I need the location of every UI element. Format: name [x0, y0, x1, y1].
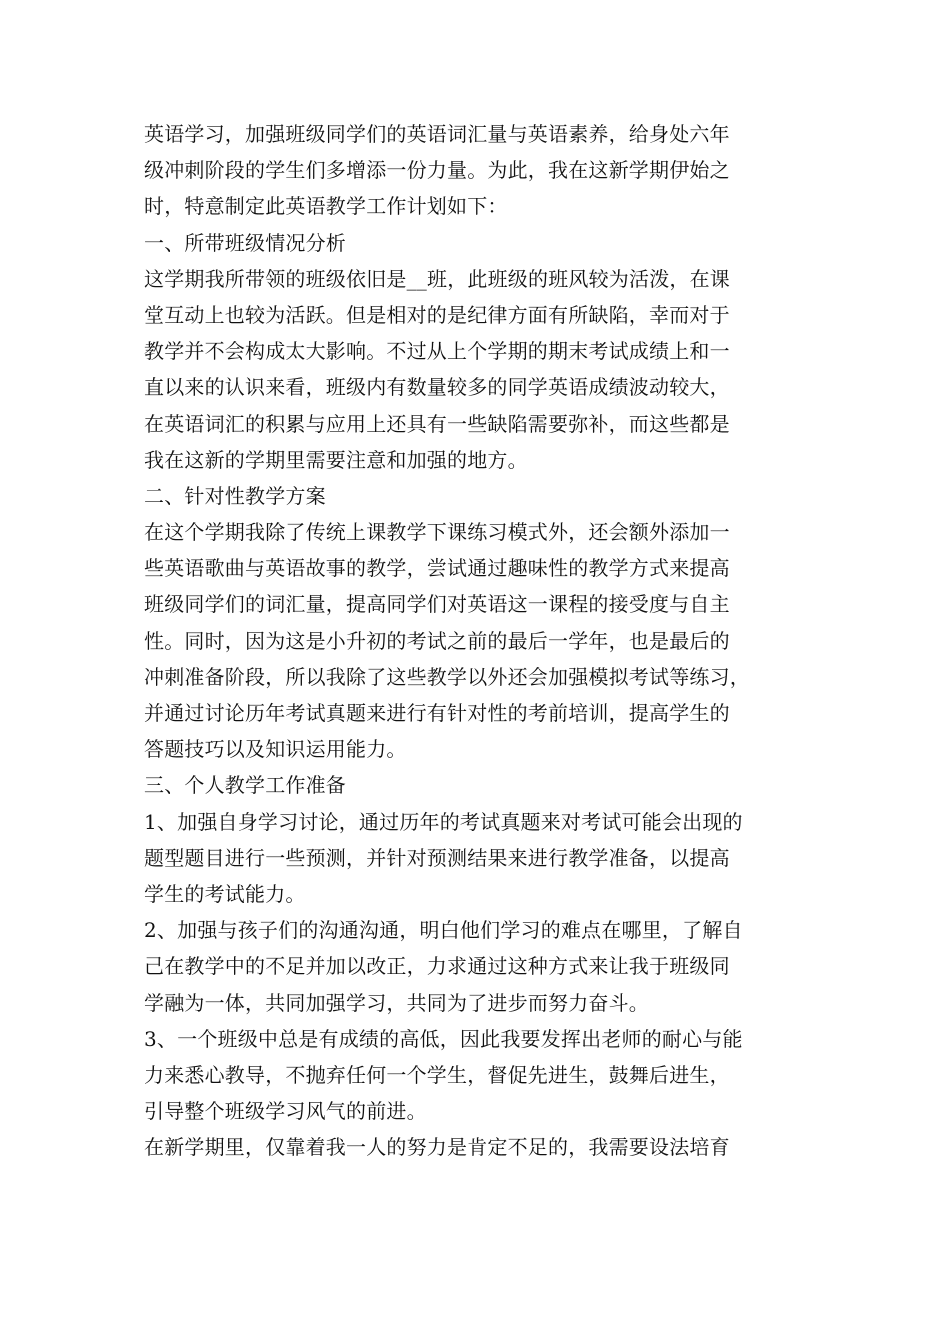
text-line: 力来悉心教导，不抛弃任何一个学生，督促先进生，鼓舞后进生，: [144, 1062, 730, 1087]
list-item-1: 1、加强自身学习讨论，通过历年的考试真题来对考试可能会出现的: [144, 809, 743, 834]
text-line: 学融为一体，共同加强学习，共同为了进步而努力奋斗。: [144, 990, 649, 1015]
list-item-3: 3、一个班级中总是有成绩的高低，因此我要发挥出老师的耐心与能: [144, 1026, 743, 1051]
text-line: 己在教学中的不足并加以改正，力求通过这种方式来让我于班级同: [144, 954, 730, 979]
list-item-2: 2、加强与孩子们的沟通沟通，明白他们学习的难点在哪里，了解自: [144, 918, 743, 943]
document-body: [144, 116, 816, 1165]
text-line: 这学期我所带领的班级依旧是__班，此班级的班风较为活泼，在课: [144, 266, 730, 291]
text-line: 教学并不会构成太大影响。不过从上个学期的期末考试成绩上和一: [144, 339, 730, 364]
section-heading-class-analysis: 一、所带班级情况分析: [144, 230, 346, 255]
text-line: 冲刺准备阶段，所以我除了这些教学以外还会加强模拟考试等练习，: [144, 664, 750, 689]
text-line: 性。同时，因为这是小升初的考试之前的最后一学年，也是最后的: [144, 628, 730, 653]
text-line: 在新学期里，仅靠着我一人的努力是肯定不足的，我需要设法培育: [144, 1135, 730, 1160]
text-line: 英语学习，加强班级同学们的英语词汇量与英语素养，给身处六年: [144, 122, 730, 146]
text-line: 学生的考试能力。: [144, 881, 306, 906]
text-line: 些英语歌曲与英语故事的教学，尝试通过趣味性的教学方式来提高: [144, 556, 730, 581]
text-line: 班级同学们的词汇量，提高同学们对英语这一课程的接受度与自主: [144, 592, 730, 617]
text-line: 我在这新的学期里需要注意和加强的地方。: [144, 447, 528, 472]
text-line: 在英语词汇的积累与应用上还具有一些缺陷需要弥补，而这些都是: [144, 411, 730, 436]
text-line: 级冲刺阶段的学生们多增添一份力量。为此，我在这新学期伊始之: [144, 158, 730, 183]
text-line: 在这个学期我除了传统上课教学下课练习模式外，还会额外添加一: [144, 520, 730, 545]
section-heading-teaching-plan: 二、针对性教学方案: [144, 483, 326, 508]
text-line: 时，特意制定此英语教学工作计划如下：: [144, 194, 508, 219]
text-line: 引导整个班级学习风气的前进。: [144, 1099, 427, 1124]
text-line: 并通过讨论历年考试真题来进行有针对性的考前培训，提高学生的: [144, 701, 730, 725]
section-heading-personal-preparation: 三、个人教学工作准备: [144, 773, 346, 798]
text-line: 直以来的认识来看，班级内有数量较多的同学英语成绩波动较大，: [144, 375, 730, 400]
text-line: 答题技巧以及知识运用能力。: [144, 737, 407, 762]
text-line: 堂互动上也较为活跃。但是相对的是纪律方面有所缺陷，幸而对于: [144, 302, 730, 327]
text-line: 题型题目进行一些预测，并针对预测结果来进行教学准备，以提高: [144, 845, 730, 870]
